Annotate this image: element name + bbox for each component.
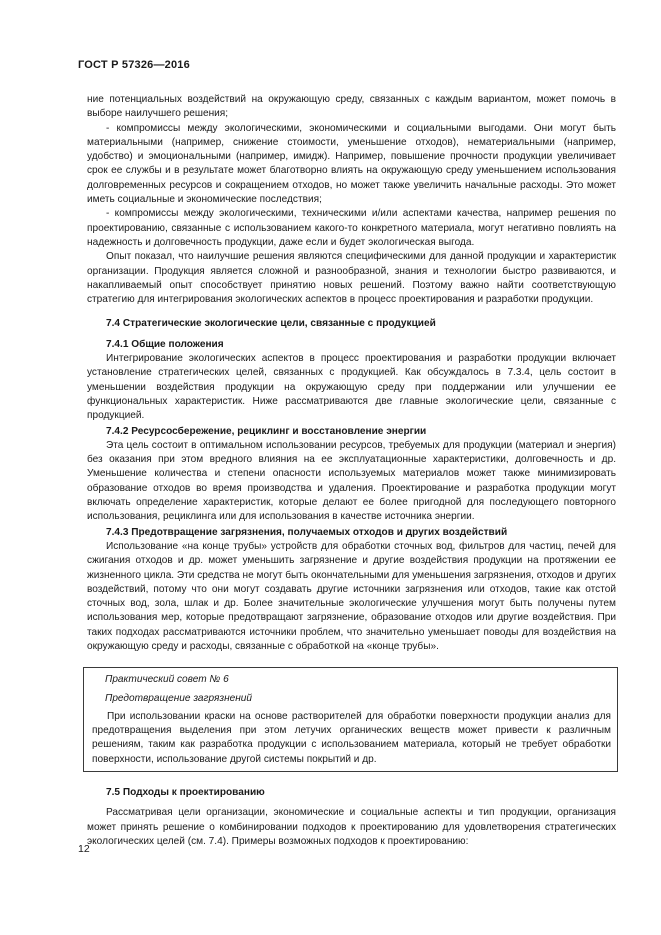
subsection-heading-7-4-1: 7.4.1 Общие положения [106,338,224,350]
paragraph: - компромиссы между экологическими, техническими и/или аспектами качества, например решения по проектированию, связанные с использованием какого-то конкретного материала, могут негативно повлиять на надежность и долговечность продукции, даже если и будет экологическая выгода. [87,208,616,248]
tip-subtitle: Предотвращение загрязнений [105,692,253,704]
paragraph: Эта цель состоит в оптимальном использовании ресурсов, требуемых для продукции (материал и энергия) без оказания при этом вредного влияния на ее эксплуатационные характеристики, долговечность и др. Уменьшение количества и степени опасности используемых материалов может также минимизировать образование отходов во время производства и удаления. Проектирование и разработка продукции могут включать определение характеристик, которые делают ее более пригодной для последующего повторного использования, рециклинга или для использования в качестве источника энергии. [87,439,616,523]
paragraph: Рассматривая цели организации, экономические и социальные аспекты и тип продукции, организация может принять решение о комбинировании подходов к проектированию для удовлетворения стратегических экологических целей (см. 7.4). Примеры возможных подходов к проектированию: [87,807,616,847]
subsection-heading-7-4-2: 7.4.2 Ресурсосбережение, рециклинг и восстановление энергии [106,425,427,437]
paragraph: Интегрирование экологических аспектов в процесс проектирования и разработки продукции включает установление стратегических целей, связанных с продукцией. Как обсуждалось в 7.3.4, цель состоит в уменьшении воздействия продукции на окружающую среду при поддержании или улучшении ее функциональных характеристик. Ниже рассматриваются две главные экологические цели, связанные с продукцией. [87,353,616,422]
paragraph: - компромиссы между экологическими, экономическими и социальными выгодами. Они могут быть материальными (например, снижение стоимости, уменьшение отходов), нематериальными (например, удобство) и эмоциональными (например, имидж). Например, повышение прочности продукции увеличивает срок ее службы и в результате может благотворно влиять на окружающую среду уменьшением использования долговременных ресурсов и сокращением отходов, но может также увеличить начальные расходы. Это может иметь социальные и экономические последствия; [87,122,616,206]
paragraph: Опыт показал, что наилучшие решения являются специфическими для данной продукции и характеристик организации. Продукция является сложной и разнообразной, знания и технологии быстро развиваются, и накапливаемый опыт способствует принятию новых решений. Поэтому важно найти соответствующую стратегию для интегрирования экологических аспектов в процесс проектирования и разработки продукции. [87,251,616,306]
document-code: ГОСТ Р 57326—2016 [78,59,190,71]
paragraph: ние потенциальных воздействий на окружающую среду, связанных с каждым вариантом, может помочь в выборе наилучшего решения; [87,94,616,120]
subsection-heading-7-4-3: 7.4.3 Предотвращение загрязнения, получаемых отходов и других воздействий [106,526,508,538]
section-heading-7-4: 7.4 Стратегические экологические цели, связанные с продукцией [106,318,436,330]
paragraph: Использование «на конце трубы» устройств для обработки сточных вод, фильтров для частиц, печей для сжигания отходов и др. может уменьшить загрязнение и другие воздействия продукции на протяжении ее жизненного цикла. Эти средства не могут быть окончательными для уменьшения загрязнения, отходов и других воздействий, потому что они могут создавать другие источники загрязнения или отходов, такие как отстой сточных вод, зола, шлак и др. Более значительные экологические улучшения могут быть получены путем использования мер, которые предотвращают загрязнение, образование отходов или другие воздействия. При таких подходах рассматриваются источники проблем, что значительно уменьшает поводы для воздействия на окружающую среду и расходы, связанные с обработкой на «конце трубы». [87,540,616,652]
document-body [87,93,616,849]
page-number: 12 [78,843,90,855]
practical-tip-box [83,667,618,772]
tip-text: При использовании краски на основе растворителей для обработки поверхности продукции анализ для предотвращения выделения при этом летучих органических веществ может привести к различным решениям, таким как разработка продукции с использованием материала, который не требует обработки поверхности, использование другой системы покрытий и др. [92,710,611,765]
section-heading-7-5: 7.5 Подходы к проектированию [106,787,265,799]
tip-title: Практический совет № 6 [105,674,229,686]
